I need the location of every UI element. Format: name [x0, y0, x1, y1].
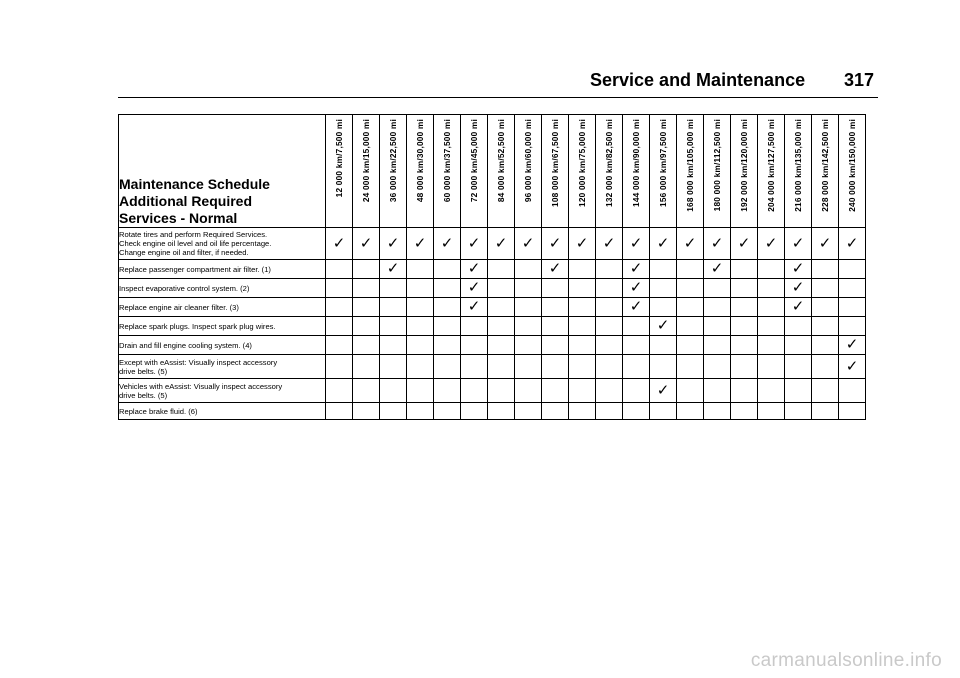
schedule-cell	[596, 317, 623, 336]
interval-header	[650, 115, 677, 228]
schedule-cell	[623, 260, 650, 279]
schedule-cell	[704, 317, 731, 336]
table-row	[119, 379, 866, 403]
interval-header	[326, 115, 353, 228]
schedule-cell	[812, 279, 839, 298]
checkmark-icon: ✓	[656, 380, 670, 399]
checkmark-icon: ✓	[494, 233, 508, 252]
table-row	[119, 403, 866, 420]
schedule-cell	[650, 379, 677, 403]
schedule-cell	[677, 403, 704, 420]
schedule-cell	[623, 355, 650, 379]
page-number: 317	[843, 70, 874, 90]
schedule-cell	[515, 336, 542, 355]
schedule-cell	[731, 279, 758, 298]
schedule-cell	[569, 336, 596, 355]
checkmark-icon: ✓	[386, 233, 400, 252]
checkmark-icon: ✓	[845, 356, 859, 375]
schedule-cell	[650, 279, 677, 298]
schedule-cell	[542, 379, 569, 403]
maintenance-schedule-table	[118, 114, 866, 420]
schedule-cell	[704, 355, 731, 379]
schedule-cell	[596, 279, 623, 298]
schedule-cell	[677, 228, 704, 260]
interval-label: 168 000 km/105,000 mi	[685, 119, 695, 212]
schedule-cell	[812, 260, 839, 279]
schedule-cell	[461, 298, 488, 317]
table-row	[119, 228, 866, 260]
schedule-cell	[677, 298, 704, 317]
schedule-cell	[596, 260, 623, 279]
service-description-line: Replace passenger compartment air filter. (1)	[119, 264, 271, 274]
schedule-cell	[434, 317, 461, 336]
schedule-cell	[461, 379, 488, 403]
schedule-cell	[380, 298, 407, 317]
schedule-cell	[569, 317, 596, 336]
schedule-cell	[569, 228, 596, 260]
schedule-cell	[380, 379, 407, 403]
schedule-cell	[704, 336, 731, 355]
table-title-line: Maintenance Schedule	[119, 176, 270, 192]
schedule-cell	[704, 403, 731, 420]
schedule-cell	[407, 336, 434, 355]
checkmark-icon: ✓	[359, 233, 373, 252]
checkmark-icon: ✓	[467, 233, 481, 252]
interval-label: 204 000 km/127,500 mi	[766, 119, 776, 212]
schedule-cell	[434, 355, 461, 379]
checkmark-icon: ✓	[575, 233, 589, 252]
service-description-line: drive belts. (5)	[119, 390, 168, 400]
schedule-cell	[758, 260, 785, 279]
interval-header	[812, 115, 839, 228]
table-row	[119, 260, 866, 279]
interval-header	[380, 115, 407, 228]
table-title-line: Services - Normal	[119, 210, 238, 226]
schedule-cell	[677, 260, 704, 279]
table-row	[119, 317, 866, 336]
schedule-cell	[488, 260, 515, 279]
interval-label: 132 000 km/82,500 mi	[604, 119, 614, 207]
schedule-cell	[596, 228, 623, 260]
schedule-cell	[407, 228, 434, 260]
schedule-cell	[542, 298, 569, 317]
checkmark-icon: ✓	[656, 233, 670, 252]
interval-label: 36 000 km/22,500 mi	[388, 119, 398, 203]
schedule-cell	[515, 317, 542, 336]
interval-label: 240 000 km/150,000 mi	[847, 119, 857, 212]
schedule-cell	[569, 298, 596, 317]
schedule-cell	[326, 298, 353, 317]
interval-label: 48 000 km/30,000 mi	[415, 119, 425, 203]
service-description	[119, 336, 326, 355]
interval-header	[677, 115, 704, 228]
schedule-cell	[407, 279, 434, 298]
schedule-cell	[515, 403, 542, 420]
checkmark-icon: ✓	[710, 233, 724, 252]
schedule-cell	[839, 298, 866, 317]
schedule-cell	[353, 317, 380, 336]
schedule-cell	[785, 279, 812, 298]
interval-header	[461, 115, 488, 228]
schedule-cell	[785, 228, 812, 260]
schedule-cell	[731, 317, 758, 336]
interval-label: 156 000 km/97,500 mi	[658, 119, 668, 207]
checkmark-icon: ✓	[791, 278, 805, 296]
interval-header	[596, 115, 623, 228]
checkmark-icon: ✓	[710, 259, 724, 277]
schedule-cell	[677, 379, 704, 403]
schedule-cell	[704, 298, 731, 317]
schedule-cell	[353, 379, 380, 403]
section-title: Service and Maintenance	[590, 70, 806, 90]
schedule-cell	[785, 403, 812, 420]
schedule-cell	[704, 279, 731, 298]
checkmark-icon: ✓	[629, 278, 643, 296]
watermark: carmanualsonline.info	[750, 650, 942, 671]
interval-label: 120 000 km/75,000 mi	[577, 119, 587, 207]
schedule-cell	[839, 336, 866, 355]
service-description-line: Drain and fill engine cooling system. (4)	[119, 340, 252, 350]
checkmark-icon: ✓	[521, 233, 535, 252]
schedule-cell	[380, 279, 407, 298]
schedule-cell	[434, 379, 461, 403]
schedule-cell	[380, 403, 407, 420]
schedule-cell	[677, 317, 704, 336]
schedule-cell	[785, 336, 812, 355]
schedule-cell	[677, 336, 704, 355]
schedule-cell	[326, 379, 353, 403]
schedule-cell	[407, 355, 434, 379]
schedule-cell	[758, 379, 785, 403]
schedule-cell	[839, 379, 866, 403]
checkmark-icon: ✓	[332, 233, 346, 252]
schedule-cell	[461, 228, 488, 260]
schedule-cell	[407, 403, 434, 420]
interval-label: 84 000 km/52,500 mi	[496, 119, 506, 203]
schedule-cell	[758, 279, 785, 298]
schedule-cell	[407, 260, 434, 279]
schedule-cell	[596, 403, 623, 420]
checkmark-icon: ✓	[791, 259, 805, 277]
interval-label: 60 000 km/37,500 mi	[442, 119, 452, 203]
service-description-line: Replace engine air cleaner filter. (3)	[119, 302, 239, 312]
schedule-cell	[650, 403, 677, 420]
schedule-cell	[758, 336, 785, 355]
schedule-cell	[596, 379, 623, 403]
interval-header	[515, 115, 542, 228]
schedule-cell	[623, 379, 650, 403]
schedule-cell	[407, 298, 434, 317]
interval-label: 108 000 km/67,500 mi	[550, 119, 560, 207]
interval-header	[839, 115, 866, 228]
interval-header	[542, 115, 569, 228]
schedule-cell	[542, 355, 569, 379]
service-description-line: drive belts. (5)	[119, 366, 168, 376]
schedule-cell	[785, 298, 812, 317]
service-description-line: Inspect evaporative control system. (2)	[119, 283, 250, 293]
schedule-cell	[650, 228, 677, 260]
schedule-cell	[731, 336, 758, 355]
schedule-cell	[407, 317, 434, 336]
schedule-cell	[731, 298, 758, 317]
schedule-cell	[758, 355, 785, 379]
interval-label: 24 000 km/15,000 mi	[361, 119, 371, 203]
interval-label: 144 000 km/90,000 mi	[631, 119, 641, 207]
schedule-cell	[731, 260, 758, 279]
schedule-cell	[353, 279, 380, 298]
interval-header	[731, 115, 758, 228]
checkmark-icon: ✓	[440, 233, 454, 252]
schedule-cell	[515, 228, 542, 260]
schedule-cell	[677, 279, 704, 298]
schedule-cell	[650, 355, 677, 379]
schedule-cell	[434, 260, 461, 279]
table-row	[119, 298, 866, 317]
service-description-line: Rotate tires and perform Required Services.	[119, 230, 268, 239]
schedule-cell	[461, 355, 488, 379]
schedule-cell	[623, 403, 650, 420]
schedule-cell	[353, 260, 380, 279]
checkmark-icon: ✓	[386, 259, 400, 277]
checkmark-icon: ✓	[737, 233, 751, 252]
schedule-cell	[785, 317, 812, 336]
schedule-cell	[650, 260, 677, 279]
checkmark-icon: ✓	[467, 297, 481, 315]
schedule-cell	[812, 317, 839, 336]
service-description-line: Vehicles with eAssist: Visually inspect accessory	[119, 381, 283, 391]
checkmark-icon: ✓	[791, 297, 805, 315]
schedule-cell	[542, 403, 569, 420]
schedule-cell	[596, 298, 623, 317]
schedule-cell	[488, 336, 515, 355]
schedule-cell	[515, 379, 542, 403]
interval-header	[785, 115, 812, 228]
schedule-cell	[569, 379, 596, 403]
table-row	[119, 336, 866, 355]
schedule-cell	[515, 298, 542, 317]
interval-label: 180 000 km/112,500 mi	[712, 119, 722, 212]
schedule-cell	[812, 298, 839, 317]
schedule-cell	[650, 336, 677, 355]
schedule-cell	[488, 355, 515, 379]
schedule-cell	[839, 279, 866, 298]
schedule-cell	[758, 403, 785, 420]
schedule-cell	[650, 317, 677, 336]
service-description	[119, 260, 326, 279]
interval-header	[407, 115, 434, 228]
schedule-cell	[542, 336, 569, 355]
schedule-cell	[542, 260, 569, 279]
schedule-cell	[812, 228, 839, 260]
schedule-cell	[488, 317, 515, 336]
interval-label: 72 000 km/45,000 mi	[469, 119, 479, 203]
table-title	[119, 115, 326, 228]
schedule-cell	[704, 260, 731, 279]
schedule-cell	[380, 355, 407, 379]
schedule-cell	[596, 355, 623, 379]
schedule-cell	[569, 355, 596, 379]
schedule-cell	[758, 298, 785, 317]
schedule-cell	[326, 403, 353, 420]
interval-header	[434, 115, 461, 228]
schedule-cell	[731, 379, 758, 403]
service-description	[119, 298, 326, 317]
interval-header	[623, 115, 650, 228]
schedule-cell	[704, 379, 731, 403]
checkmark-icon: ✓	[548, 259, 562, 277]
table-title-line: Additional Required	[119, 193, 252, 209]
checkmark-icon: ✓	[791, 233, 805, 252]
interval-label: 12 000 km/7,500 mi	[334, 119, 344, 198]
service-description-line: Replace spark plugs. Inspect spark plug wires.	[119, 321, 276, 331]
checkmark-icon: ✓	[656, 316, 670, 334]
schedule-cell	[542, 279, 569, 298]
schedule-cell	[785, 379, 812, 403]
schedule-cell	[569, 403, 596, 420]
header-rule	[118, 97, 878, 98]
checkmark-icon: ✓	[629, 259, 643, 277]
checkmark-icon: ✓	[467, 259, 481, 277]
schedule-cell	[596, 336, 623, 355]
schedule-cell	[839, 228, 866, 260]
schedule-cell	[326, 355, 353, 379]
schedule-cell	[731, 355, 758, 379]
interval-label: 96 000 km/60,000 mi	[523, 119, 533, 203]
schedule-cell	[380, 336, 407, 355]
checkmark-icon: ✓	[845, 335, 859, 353]
checkmark-icon: ✓	[548, 233, 562, 252]
schedule-cell	[812, 336, 839, 355]
schedule-cell	[434, 279, 461, 298]
schedule-cell	[326, 228, 353, 260]
table-row	[119, 355, 866, 379]
interval-header	[488, 115, 515, 228]
schedule-cell	[812, 379, 839, 403]
checkmark-icon: ✓	[683, 233, 697, 252]
checkmark-icon: ✓	[764, 233, 778, 252]
schedule-cell	[434, 403, 461, 420]
schedule-cell	[461, 279, 488, 298]
schedule-cell	[704, 228, 731, 260]
schedule-cell	[839, 317, 866, 336]
checkmark-icon: ✓	[467, 278, 481, 296]
schedule-cell	[353, 355, 380, 379]
schedule-cell	[515, 260, 542, 279]
schedule-cell	[488, 228, 515, 260]
schedule-cell	[326, 279, 353, 298]
schedule-cell	[380, 228, 407, 260]
schedule-cell	[353, 298, 380, 317]
schedule-cell	[758, 228, 785, 260]
schedule-cell	[353, 336, 380, 355]
schedule-cell	[812, 355, 839, 379]
table-row	[119, 279, 866, 298]
checkmark-icon: ✓	[629, 297, 643, 315]
checkmark-icon: ✓	[413, 233, 427, 252]
schedule-cell	[785, 260, 812, 279]
interval-header	[353, 115, 380, 228]
schedule-cell	[650, 298, 677, 317]
schedule-cell	[380, 317, 407, 336]
schedule-cell	[623, 279, 650, 298]
schedule-cell	[515, 279, 542, 298]
service-description-line: Check engine oil level and oil life percentage.	[119, 239, 272, 248]
schedule-cell	[569, 279, 596, 298]
checkmark-icon: ✓	[602, 233, 616, 252]
service-description-line: Change engine oil and filter, if needed.	[119, 248, 249, 257]
schedule-cell	[434, 336, 461, 355]
service-description	[119, 355, 326, 379]
interval-header	[704, 115, 731, 228]
schedule-cell	[380, 260, 407, 279]
interval-label: 228 000 km/142,500 mi	[820, 119, 830, 212]
schedule-cell	[434, 298, 461, 317]
schedule-cell	[326, 336, 353, 355]
schedule-cell	[461, 317, 488, 336]
schedule-cell	[839, 260, 866, 279]
schedule-cell	[839, 403, 866, 420]
interval-label: 192 000 km/120,000 mi	[739, 119, 749, 212]
schedule-cell	[542, 228, 569, 260]
schedule-cell	[758, 317, 785, 336]
schedule-cell	[731, 228, 758, 260]
schedule-cell	[461, 403, 488, 420]
schedule-cell	[623, 298, 650, 317]
schedule-cell	[488, 298, 515, 317]
schedule-cell	[542, 317, 569, 336]
interval-label: 216 000 km/135,000 mi	[793, 119, 803, 212]
service-description	[119, 317, 326, 336]
service-description-line: Except with eAssist: Visually inspect accessory	[119, 357, 278, 367]
schedule-cell	[515, 355, 542, 379]
service-description	[119, 403, 326, 420]
schedule-cell	[407, 379, 434, 403]
schedule-cell	[623, 228, 650, 260]
schedule-cell	[623, 317, 650, 336]
schedule-cell	[569, 260, 596, 279]
checkmark-icon: ✓	[845, 233, 859, 252]
schedule-cell	[353, 403, 380, 420]
schedule-cell	[488, 403, 515, 420]
schedule-cell	[326, 260, 353, 279]
schedule-cell	[326, 317, 353, 336]
service-description	[119, 228, 326, 260]
table-header-row	[119, 115, 866, 228]
schedule-cell	[839, 355, 866, 379]
schedule-cell	[812, 403, 839, 420]
schedule-cell	[461, 336, 488, 355]
service-description-line: Replace brake fluid. (6)	[119, 406, 198, 416]
schedule-cell	[353, 228, 380, 260]
schedule-cell	[785, 355, 812, 379]
interval-header	[758, 115, 785, 228]
schedule-cell	[488, 279, 515, 298]
schedule-cell	[461, 260, 488, 279]
service-description	[119, 279, 326, 298]
service-description	[119, 379, 326, 403]
checkmark-icon: ✓	[818, 233, 832, 252]
schedule-cell	[731, 403, 758, 420]
schedule-cell	[677, 355, 704, 379]
interval-header	[569, 115, 596, 228]
checkmark-icon: ✓	[629, 233, 643, 252]
schedule-cell	[434, 228, 461, 260]
schedule-cell	[488, 379, 515, 403]
schedule-cell	[623, 336, 650, 355]
